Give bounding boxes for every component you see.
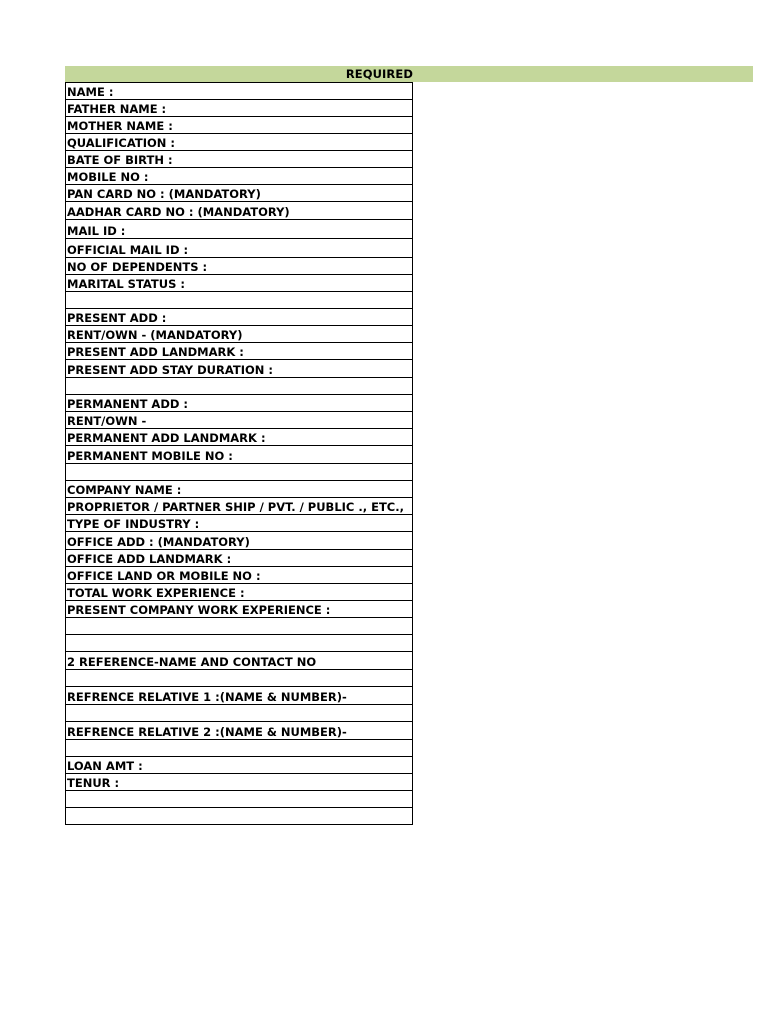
form-row: [66, 309, 413, 326]
form-row: [66, 395, 413, 412]
blank-cell: [66, 670, 413, 687]
application-form-table: [65, 82, 413, 825]
form-row: [66, 239, 413, 258]
blank-cell: [66, 740, 413, 757]
form-field-label: RENT/OWN - (MANDATORY): [66, 326, 413, 343]
form-row: [66, 202, 413, 220]
form-row: [66, 258, 413, 275]
form-field-label: PRESENT ADD LANDMARK :: [66, 343, 413, 360]
form-row: [66, 326, 413, 343]
form-field-label: AADHAR CARD NO : (MANDATORY): [66, 202, 413, 220]
form-row: [66, 687, 413, 705]
form-row: [66, 83, 413, 100]
form-row: [66, 343, 413, 360]
form-row: [66, 705, 413, 722]
form-row: [66, 481, 413, 498]
form-row: [66, 550, 413, 567]
form-row: [66, 185, 413, 202]
form-field-label: BATE OF BIRTH :: [66, 151, 413, 168]
form-field-label: PERMANENT MOBILE NO :: [66, 446, 413, 464]
form-row: [66, 532, 413, 550]
form-field-label: PROPRIETOR / PARTNER SHIP / PVT. / PUBLIC ., ETC.,: [66, 498, 413, 515]
form-row: [66, 722, 413, 740]
form-field-label: OFFICE LAND OR MOBILE NO :: [66, 567, 413, 584]
form-row: [66, 601, 413, 618]
form-row: [66, 757, 413, 774]
form-row: [66, 117, 413, 134]
form-row: [66, 515, 413, 532]
form-row: [66, 168, 413, 185]
form-row: [66, 220, 413, 239]
form-field-label: MAIL ID :: [66, 220, 413, 239]
form-field-label: LOAN AMT :: [66, 757, 413, 774]
form-field-label: TYPE OF INDUSTRY :: [66, 515, 413, 532]
form-field-label: PERMANENT ADD :: [66, 395, 413, 412]
form-field-label: 2 REFERENCE-NAME AND CONTACT NO: [66, 652, 413, 670]
form-row: [66, 151, 413, 168]
form-row: [66, 808, 413, 825]
form-field-label: RENT/OWN -: [66, 412, 413, 429]
form-field-label: MOTHER NAME :: [66, 117, 413, 134]
form-field-label: REFRENCE RELATIVE 1 :(NAME & NUMBER)-: [66, 687, 413, 705]
form-field-label: FATHER NAME :: [66, 100, 413, 117]
form-row: [66, 378, 413, 395]
form-field-label: TOTAL WORK EXPERIENCE :: [66, 584, 413, 601]
blank-cell: [66, 378, 413, 395]
form-field-label: TENUR :: [66, 774, 413, 791]
form-field-label: NAME :: [66, 83, 413, 100]
form-field-label: PERMANENT ADD LANDMARK :: [66, 429, 413, 446]
form-row: [66, 584, 413, 601]
form-row: [66, 740, 413, 757]
blank-cell: [66, 705, 413, 722]
form-field-label: PAN CARD NO : (MANDATORY): [66, 185, 413, 202]
form-row: [66, 567, 413, 584]
form-row: [66, 429, 413, 446]
blank-cell: [66, 618, 413, 635]
form-row: [66, 275, 413, 292]
form-row: [66, 412, 413, 429]
form-row: [66, 100, 413, 117]
form-field-label: PRESENT COMPANY WORK EXPERIENCE :: [66, 601, 413, 618]
form-row: [66, 791, 413, 808]
form-row: [66, 292, 413, 309]
form-row: [66, 774, 413, 791]
form-field-label: PRESENT ADD STAY DURATION :: [66, 360, 413, 378]
blank-cell: [66, 791, 413, 808]
form-row: [66, 670, 413, 687]
form-field-label: MOBILE NO :: [66, 168, 413, 185]
blank-cell: [66, 808, 413, 825]
form-body: [66, 83, 413, 825]
blank-cell: [66, 292, 413, 309]
form-field-label: COMPANY NAME :: [66, 481, 413, 498]
form-field-label: NO OF DEPENDENTS :: [66, 258, 413, 275]
form-field-label: OFFICE ADD LANDMARK :: [66, 550, 413, 567]
form-field-label: OFFICIAL MAIL ID :: [66, 239, 413, 258]
required-header-label: REQUIRED: [345, 67, 413, 81]
form-row: [66, 498, 413, 515]
form-row: [66, 134, 413, 151]
form-field-label: MARITAL STATUS :: [66, 275, 413, 292]
form-row: [66, 652, 413, 670]
form-field-label: QUALIFICATION :: [66, 134, 413, 151]
form-row: [66, 360, 413, 378]
blank-cell: [66, 635, 413, 652]
form-row: [66, 446, 413, 464]
form-field-label: OFFICE ADD : (MANDATORY): [66, 532, 413, 550]
form-field-label: PRESENT ADD :: [66, 309, 413, 326]
form-row: [66, 635, 413, 652]
blank-cell: [66, 464, 413, 481]
form-field-label: REFRENCE RELATIVE 2 :(NAME & NUMBER)-: [66, 722, 413, 740]
form-row: [66, 618, 413, 635]
form-row: [66, 464, 413, 481]
